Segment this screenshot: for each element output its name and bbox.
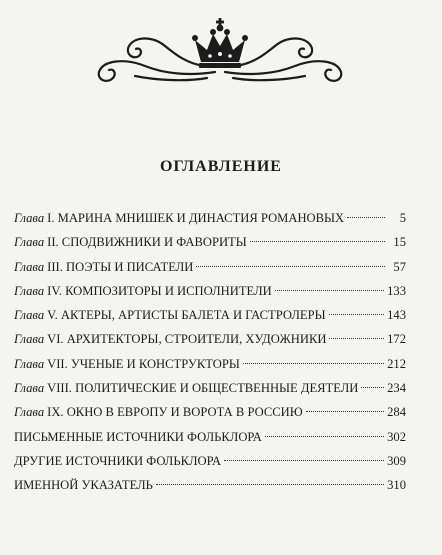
entry-title: VI. АРХИТЕКТОРЫ, СТРОИТЕЛИ, ХУДОЖНИКИ [47, 332, 327, 347]
entry-title: VII. УЧЕНЫЕ И КОНСТРУКТОРЫ [47, 356, 240, 371]
page-number: 310 [387, 478, 406, 493]
chapter-label: Глава [14, 405, 45, 420]
chapter-label: Глава [14, 381, 45, 396]
dot-leader [329, 314, 385, 315]
dot-leader [275, 290, 384, 291]
entry-title: II. СПОДВИЖНИКИ И ФАВОРИТЫ [47, 235, 247, 250]
entry-title: ДРУГИЕ ИСТОЧНИКИ ФОЛЬКЛОРА [14, 453, 222, 468]
dot-leader [306, 411, 384, 412]
entry-title: IX. ОКНО В ЕВРОПУ И ВОРОТА В РОССИЮ [47, 405, 303, 420]
page-number: 5 [399, 211, 406, 225]
toc-entry[interactable] [14, 425, 406, 449]
toc-entry[interactable] [14, 449, 406, 473]
chapter-label: Глава [14, 332, 45, 347]
chapter-label: Глава [14, 259, 45, 274]
entry-title: III. ПОЭТЫ И ПИСАТЕЛИ [47, 259, 194, 274]
page-number: 302 [387, 429, 406, 444]
toc-entry[interactable] [14, 327, 406, 351]
entry-title: IV. КОМПОЗИТОРЫ И ИСПОЛНИТЕЛИ [47, 283, 272, 298]
chapter-label: Глава [14, 211, 45, 225]
toc-entry[interactable] [14, 279, 406, 303]
toc-entry[interactable] [14, 352, 406, 376]
dot-leader [243, 363, 384, 364]
page-number: 57 [393, 259, 406, 274]
dot-leader [156, 484, 384, 485]
dot-leader [224, 460, 384, 461]
toc-entry[interactable] [14, 473, 406, 497]
dot-leader [250, 241, 385, 242]
page-number: 284 [387, 405, 406, 420]
page-number: 212 [387, 356, 406, 371]
dot-leader [196, 266, 385, 267]
chapter-label: Глава [14, 235, 45, 250]
page-number: 309 [387, 453, 406, 468]
chapter-label: Глава [14, 356, 45, 371]
toc-entry[interactable] [14, 376, 406, 400]
page-title: ОГЛАВЛЕНИЕ [160, 158, 282, 175]
entry-title: ПИСЬМЕННЫЕ ИСТОЧНИКИ ФОЛЬКЛОРА [14, 429, 262, 444]
page-number: 15 [393, 235, 406, 250]
crown-ornament-icon [95, 16, 345, 88]
toc-entry[interactable] [14, 230, 406, 254]
page-number: 143 [387, 308, 406, 323]
dot-leader [347, 217, 385, 218]
dot-leader [361, 387, 384, 388]
dot-leader [265, 436, 384, 437]
toc-entry[interactable] [14, 206, 406, 230]
entry-title: VIII. ПОЛИТИЧЕСКИЕ И ОБЩЕСТВЕННЫЕ ДЕЯТЕЛИ [47, 381, 359, 396]
entry-title: V. АКТЕРЫ, АРТИСТЫ БАЛЕТА И ГАСТРОЛЕРЫ [47, 308, 326, 323]
chapter-label: Глава [14, 283, 45, 298]
toc-entry[interactable] [14, 400, 406, 424]
page-number: 133 [387, 283, 406, 298]
dot-leader [329, 338, 384, 339]
page-number: 234 [387, 381, 406, 396]
toc-entry[interactable] [14, 303, 406, 327]
entry-title: I. МАРИНА МНИШЕК И ДИНАСТИЯ РОМАНОВЫХ [47, 211, 345, 225]
entry-title: ИМЕННОЙ УКАЗАТЕЛЬ [14, 478, 153, 493]
table-of-contents [14, 206, 406, 498]
chapter-label: Глава [14, 308, 45, 323]
toc-entry[interactable] [14, 255, 406, 279]
page-number: 172 [387, 332, 406, 347]
